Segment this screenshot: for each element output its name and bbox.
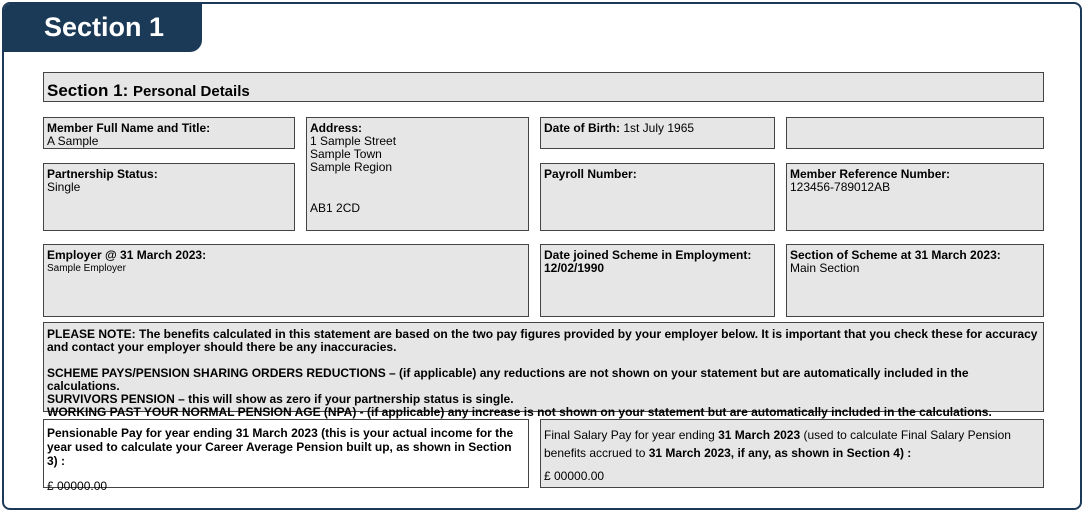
final-salary-value: £ 00000.00 [544,469,605,483]
payroll-label: Payroll Number: [544,167,637,181]
section-tab: Section 1 [4,4,202,52]
dob-box [540,117,775,149]
member-ref-box [786,163,1044,231]
dob-value: 1st July 1965 [623,121,695,135]
employer-value: Sample Employer [47,263,126,274]
note-paragraph-4: WORKING PAST YOUR NORMAL PENSION AGE (NPA) - (if applicable) any increase is not shown on your statement but are automatically included in the calculations. [47,405,992,419]
member-ref-value: 123456-789012AB [790,180,891,194]
date-joined-box [540,244,775,317]
pensionable-pay-box [43,419,529,493]
dob-label: Date of Birth: [544,121,620,135]
member-ref-label: Member Reference Number: [790,167,951,181]
note-paragraph-3: SURVIVORS PENSION – this will show as zero if your partnership status is single. [47,392,514,406]
address-line-1: 1 Sample Street [310,134,397,148]
employer-box [43,244,529,317]
note-paragraph-2: SCHEME PAYS/PENSION SHARING ORDERS REDUCTIONS – (if applicable) any reductions are not shown on your statement but are automatically included in the calculations. [47,366,969,393]
employer-label: Employer @ 31 March 2023: [47,248,207,262]
section-scheme-label: Section of Scheme at 31 March 2023: [790,248,1001,262]
payroll-box [540,163,775,231]
final-salary-label [544,426,1040,462]
notes-box [43,322,1044,419]
final-salary-label-part1: Final Salary Pay for year ending [544,428,719,442]
partnership-box [43,163,295,231]
partnership-value: Single [47,180,81,194]
address-postcode: AB1 2CD [310,201,361,215]
address-box [306,117,529,231]
note-paragraph-1: PLEASE NOTE: The benefits calculated in this statement are based on the two pay figures provided by your employer below. It is important that you check these for accuracy and contact your employer should there be any inaccuracies. [47,327,1038,354]
final-salary-label-bold2: 31 March 2023, [648,446,735,460]
member-name-value: A Sample [47,134,99,148]
address-line-3: Sample Region [310,160,393,174]
section-scheme-box [786,244,1044,317]
final-salary-label-part3: if any, as shown in Section 4) : [734,446,912,460]
address-label: Address: [310,121,363,135]
blank-box [786,117,1044,149]
section-title-text: Personal Details [132,83,250,100]
member-name-label: Member Full Name and Title: [47,121,211,135]
section-title-bar [43,72,1044,102]
date-joined-label: Date joined Scheme in Employment: [544,248,752,262]
pensionable-pay-value: £ 00000.00 [47,479,108,493]
final-salary-label-part2: (used to calculate Final Salary Pension benefits accrued to [544,428,1011,460]
member-name-box [43,117,295,149]
date-joined-value: 12/02/1990 [544,261,605,275]
final-salary-box [540,419,1044,488]
final-salary-label-bold1: 31 March 2023 [718,428,801,442]
address-line-2: Sample Town [310,147,382,161]
section-title-number: Section 1: [47,81,129,100]
pensionable-pay-label: Pensionable Pay for year ending 31 March 2023 (this is your actual income for the year used to calculate your Career Average Pension built up, as shown in Section 3) : [47,426,514,468]
partnership-label: Partnership Status: [47,167,158,181]
section-scheme-value: Main Section [790,261,860,275]
